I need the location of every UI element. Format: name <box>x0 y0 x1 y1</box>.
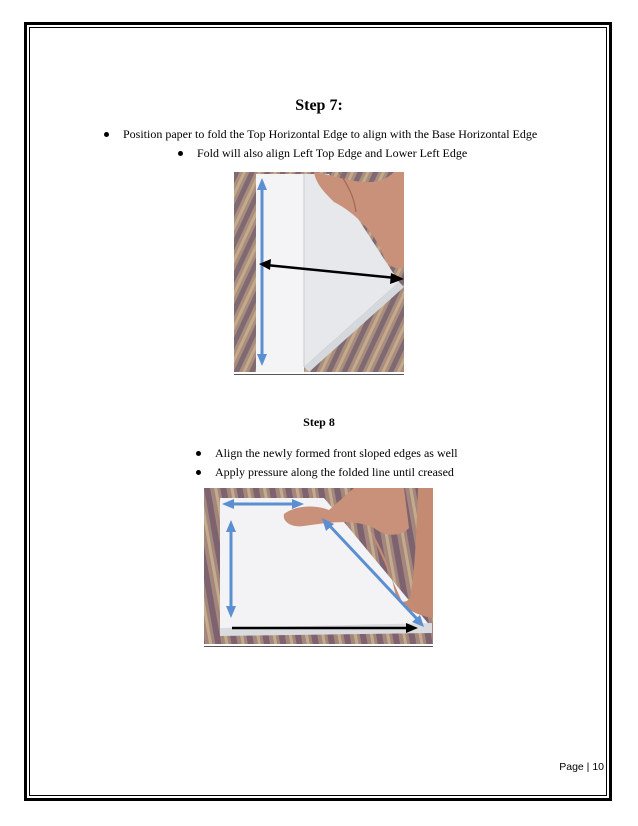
page-number: Page | 10 <box>559 761 604 773</box>
step7-bullet-1: Position paper to fold the Top Horizontal Edge to align with the Base Horizontal Edge <box>104 127 537 142</box>
bullet-icon <box>104 132 109 137</box>
step8-bullet-1: Align the newly formed front sloped edges as well <box>196 446 458 461</box>
step8-bullet-2: Apply pressure along the folded line until creased <box>196 465 454 480</box>
step8-photo <box>204 488 433 644</box>
step8-photo-rule <box>204 646 433 647</box>
page-border-inner <box>29 27 607 796</box>
bullet-icon <box>196 451 201 456</box>
step7-photo <box>234 172 404 372</box>
step7-title: Step 7: <box>295 97 343 114</box>
bullet-icon <box>196 470 201 475</box>
step8-title: Step 8 <box>303 415 335 429</box>
step7-photo-rule <box>234 374 404 375</box>
step7-bullet-2: Fold will also align Left Top Edge and Lower Left Edge <box>178 146 467 161</box>
bullet-icon <box>178 151 183 156</box>
